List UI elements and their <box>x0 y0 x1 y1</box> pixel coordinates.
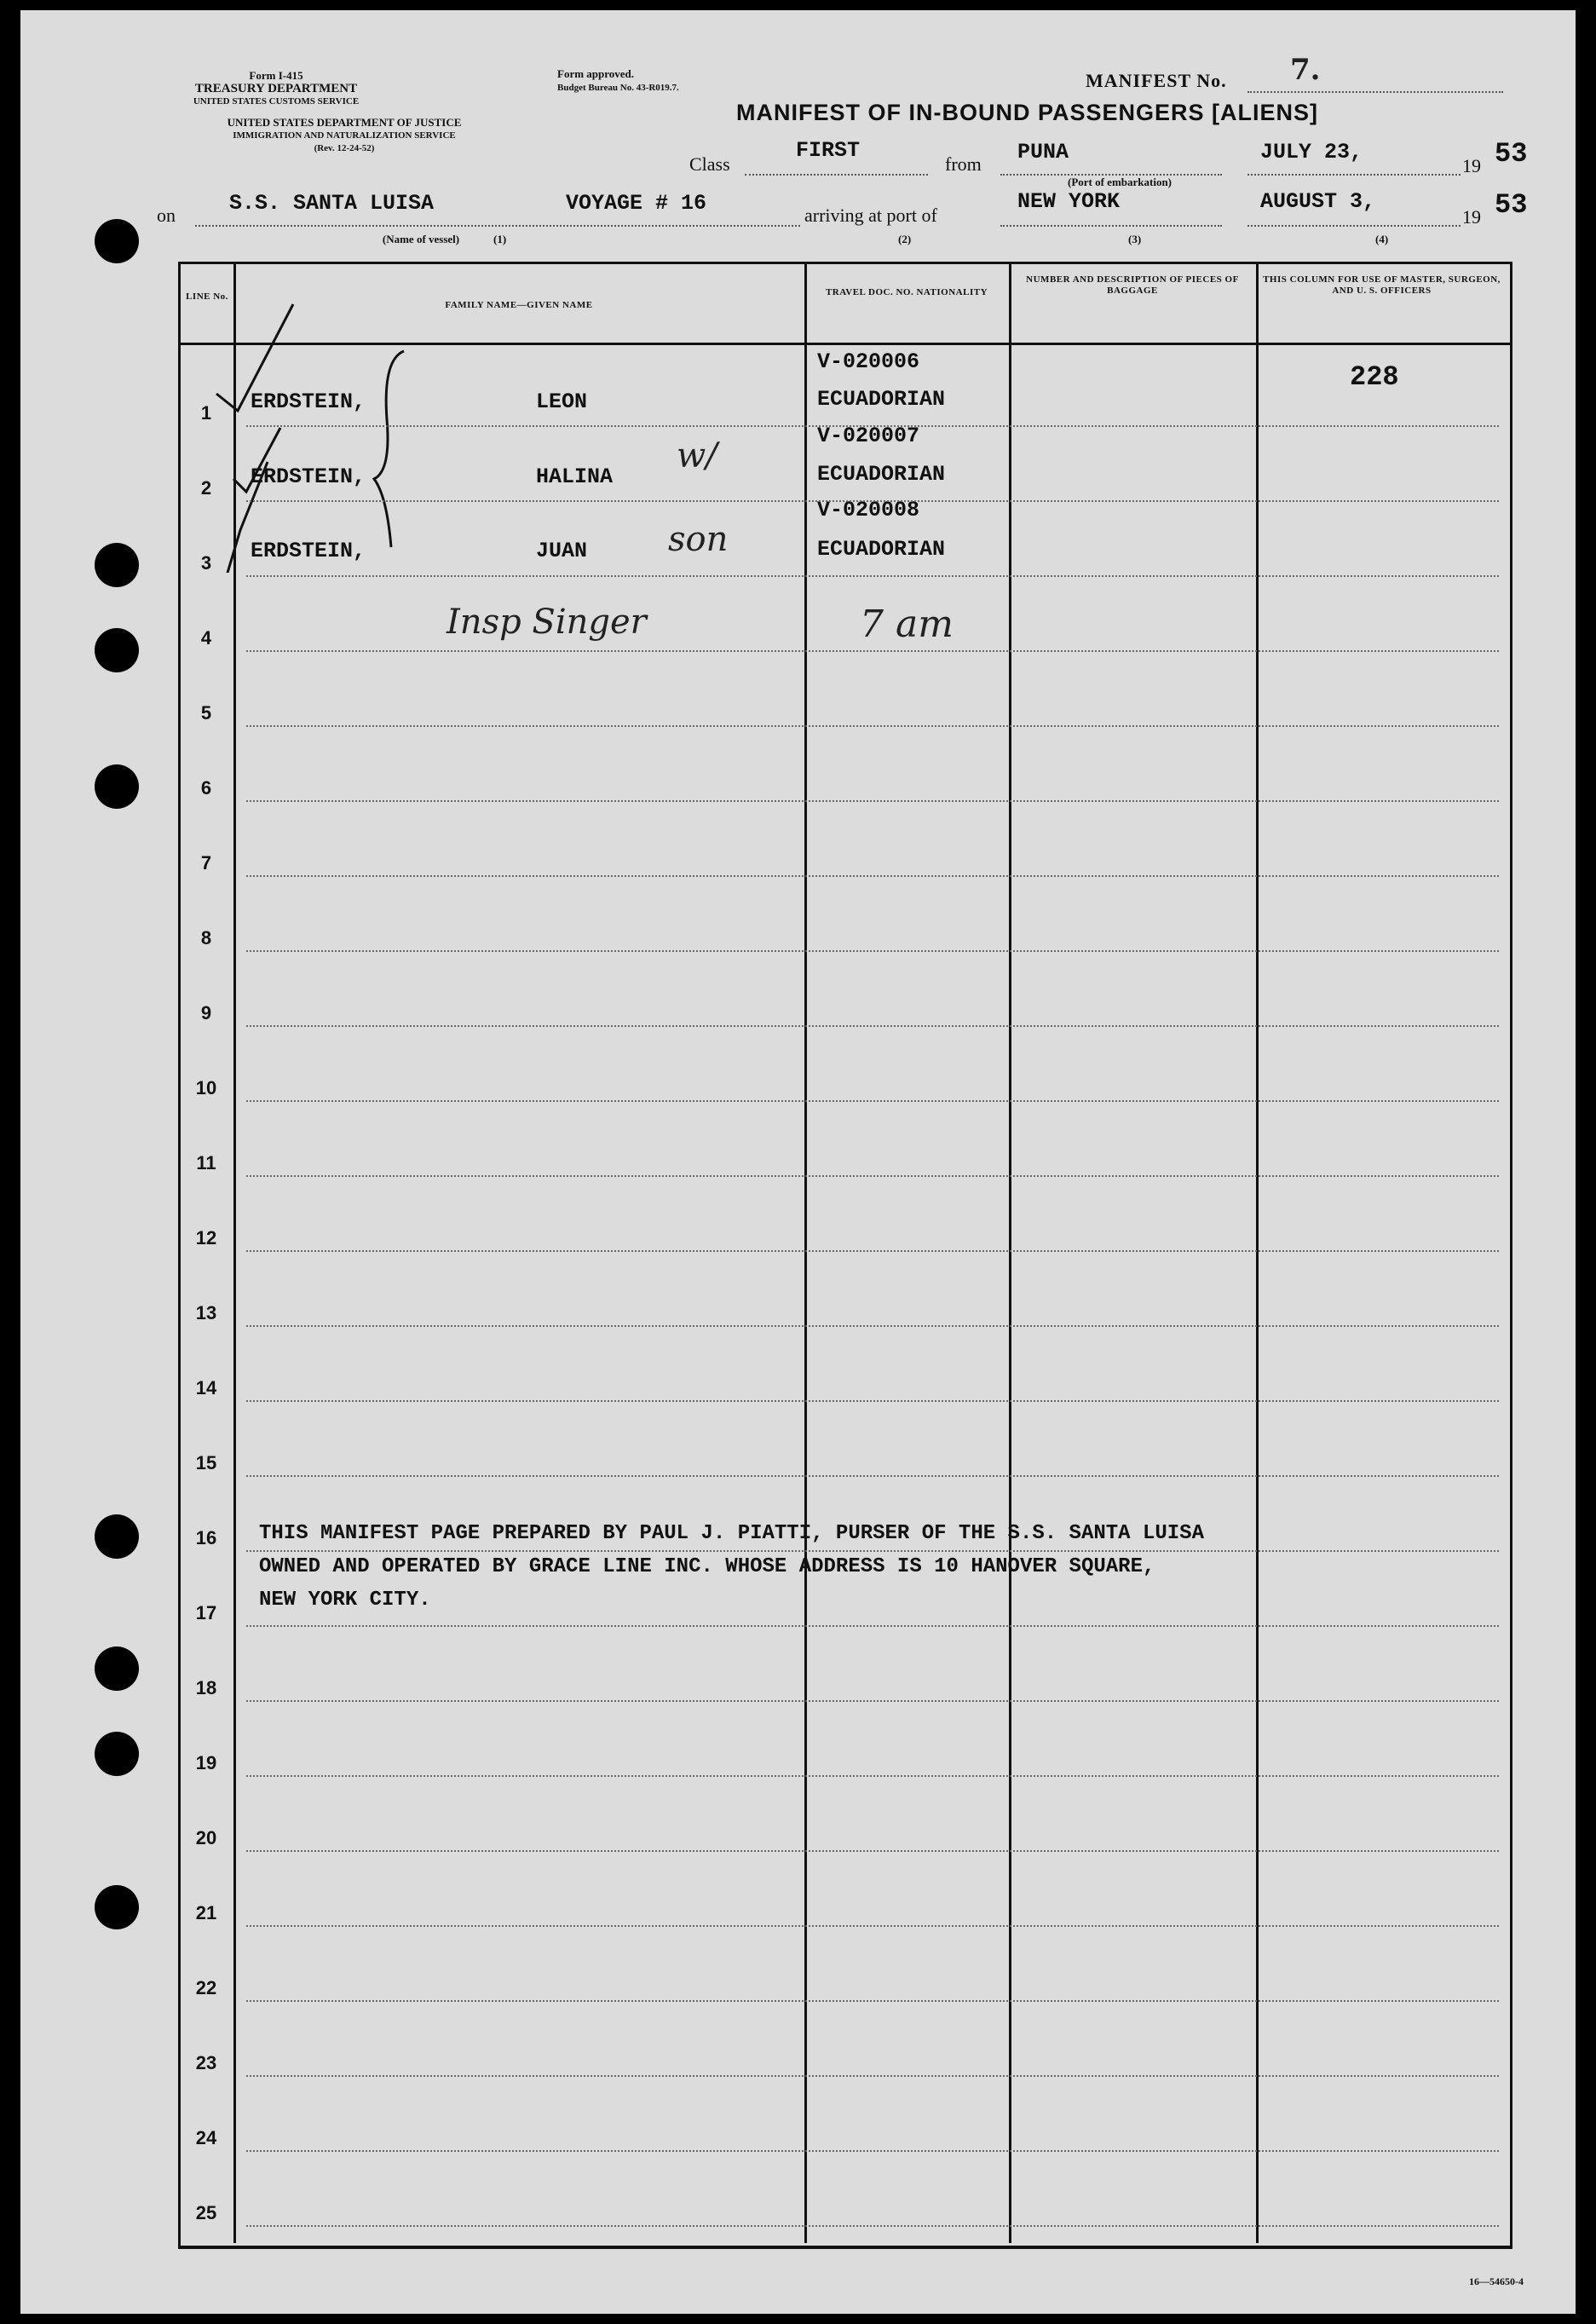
officer-number: 228 <box>1350 361 1399 393</box>
row-dotted-line <box>246 1850 1499 1852</box>
from-value: PUNA <box>1017 140 1069 164</box>
arriving-label: arriving at port of <box>804 205 937 226</box>
revision: (Rev. 12-24-52) <box>314 143 375 153</box>
preparer-note <box>259 1517 1503 1617</box>
vessel-name: S.S. SANTA LUISA <box>229 191 435 216</box>
row-dotted-line <box>246 725 1499 727</box>
col-name: FAMILY NAME—GIVEN NAME <box>445 300 593 310</box>
col-line-no: LINE No. <box>186 291 228 302</box>
row-dotted-line <box>246 1625 1499 1627</box>
row-dotted-line <box>246 1400 1499 1402</box>
col-divider <box>1256 262 1259 2243</box>
row-dotted-line <box>246 2000 1499 2002</box>
form-number: Form I-415 <box>249 69 303 82</box>
form-approved: Form approved. <box>557 67 635 80</box>
class-line <box>745 174 928 176</box>
row-dotted-line <box>246 800 1499 802</box>
arrival-date: AUGUST 3, <box>1260 189 1376 214</box>
col-officers: THIS COLUMN FOR USE OF MASTER, SURGEON, AND U. S. OFFICERS <box>1263 274 1501 296</box>
arrival-year: 53 <box>1495 189 1528 221</box>
col-ref-2: (2) <box>898 233 912 245</box>
line-number: 1 <box>200 402 212 424</box>
punch-hole <box>95 219 139 263</box>
family-name: ERDSTEIN, <box>251 539 366 563</box>
col-baggage: NUMBER AND DESCRIPTION OF PIECES OF BAGGAGE <box>1026 274 1239 296</box>
row-dotted-line <box>246 425 1499 427</box>
line-number: 3 <box>200 552 212 574</box>
agency-customs: UNITED STATES CUSTOMS SERVICE <box>193 96 360 107</box>
line-number: 24 <box>195 2127 217 2148</box>
travel-doc: V-020006 <box>817 349 920 374</box>
row-dotted-line <box>246 875 1499 877</box>
punch-hole <box>95 1646 139 1691</box>
budget-bureau: Budget Bureau No. 43-R019.7. <box>557 83 679 93</box>
line-number: 11 <box>196 1152 216 1174</box>
punch-hole <box>95 628 139 672</box>
col-travel-doc: TRAVEL DOC. NO. NATIONALITY <box>825 287 988 297</box>
line-number: 21 <box>195 1902 217 1923</box>
nationality: ECUADORIAN <box>817 537 946 562</box>
travel-doc: V-020007 <box>817 424 920 448</box>
line-number: 15 <box>195 1452 217 1473</box>
col-ref-1: (1) <box>493 233 507 245</box>
line-number: 17 <box>195 1602 217 1623</box>
row-dotted-line <box>246 1925 1499 1927</box>
punch-hole <box>95 1885 139 1929</box>
class-value: FIRST <box>796 138 861 163</box>
annotation-time: 7 am <box>860 603 954 646</box>
page-title: MANIFEST OF IN-BOUND PASSENGERS [ALIENS] <box>736 100 1319 125</box>
line-number: 4 <box>200 627 212 649</box>
col-divider <box>1009 262 1011 2243</box>
row-dotted-line <box>246 1250 1499 1252</box>
row-dotted-line <box>246 2075 1499 2077</box>
row-dotted-line <box>246 950 1499 952</box>
preparer-note-line: NEW YORK CITY. <box>259 1589 431 1612</box>
line-number: 22 <box>195 1977 217 1998</box>
row-dotted-line <box>246 1100 1499 1102</box>
line-number: 14 <box>195 1377 217 1398</box>
depart-date: JULY 23, <box>1260 140 1363 164</box>
depart-year: 53 <box>1495 138 1528 170</box>
depart-year-prefix: 19 <box>1462 155 1481 176</box>
line-number: 20 <box>195 1827 217 1848</box>
port-embarkation-caption: (Port of embarkation) <box>1067 176 1173 188</box>
agency-treasury: TREASURY DEPARTMENT <box>194 82 358 95</box>
col-divider <box>804 262 807 2243</box>
line-number: 16 <box>195 1527 217 1548</box>
arrival-date-line <box>1247 225 1461 227</box>
given-name: HALINA <box>536 464 614 489</box>
line-number: 6 <box>200 777 212 799</box>
line-number: 18 <box>195 1677 217 1698</box>
row-dotted-line <box>246 650 1499 652</box>
row-dotted-line <box>246 2225 1499 2227</box>
row-dotted-line <box>246 1700 1499 1702</box>
row-dotted-line <box>246 1475 1499 1477</box>
vessel-line <box>195 225 800 227</box>
row-dotted-line <box>246 1325 1499 1327</box>
row-dotted-line <box>246 1550 1499 1552</box>
manifest-page <box>20 10 1576 2314</box>
punch-hole <box>95 543 139 587</box>
preparer-note-line: THIS MANIFEST PAGE PREPARED BY PAUL J. PIATTI, PURSER OF THE S.S. SANTA LUISA <box>259 1522 1204 1545</box>
class-label: Class <box>689 153 730 175</box>
on-label: on <box>157 205 176 226</box>
family-name: ERDSTEIN, <box>251 389 366 414</box>
line-number: 2 <box>200 477 212 499</box>
travel-doc: V-020008 <box>817 498 920 522</box>
line-number: 10 <box>195 1077 217 1099</box>
line-number: 13 <box>195 1302 217 1323</box>
punch-hole <box>95 1732 139 1776</box>
manifest-no-value: 7. <box>1290 53 1321 87</box>
family-name: ERDSTEIN, <box>251 464 366 489</box>
line-number: 9 <box>200 1002 212 1024</box>
punch-hole <box>95 764 139 809</box>
nationality: ECUADORIAN <box>817 387 946 412</box>
line-number: 25 <box>195 2202 217 2223</box>
given-name: JUAN <box>536 539 588 563</box>
line-number: 19 <box>195 1752 217 1773</box>
line-number: 5 <box>200 702 212 724</box>
row-dotted-line <box>246 575 1499 577</box>
port-line <box>1000 225 1222 227</box>
row-dotted-line <box>246 500 1499 502</box>
nationality: ECUADORIAN <box>817 462 946 487</box>
line-number: 8 <box>200 927 212 949</box>
preparer-note-line: OWNED AND OPERATED BY GRACE LINE INC. WHOSE ADDRESS IS 10 HANOVER SQUARE, <box>259 1555 1155 1578</box>
col-ref-4: (4) <box>1375 233 1389 245</box>
print-code: 16—54650-4 <box>1469 2275 1524 2287</box>
date-line <box>1247 174 1461 176</box>
col-ref-3: (3) <box>1128 233 1142 245</box>
row-dotted-line <box>246 1025 1499 1027</box>
line-number: 23 <box>195 2052 217 2073</box>
given-name: LEON <box>536 389 588 414</box>
arrival-year-prefix: 19 <box>1462 206 1481 228</box>
manifest-no-label: MANIFEST No. <box>1086 70 1227 91</box>
manifest-no-line <box>1247 91 1503 93</box>
row-dotted-line <box>246 1175 1499 1177</box>
vessel-caption: (Name of vessel) <box>382 233 460 245</box>
agency-ins: IMMIGRATION AND NATURALIZATION SERVICE <box>233 130 456 141</box>
punch-hole <box>95 1514 139 1559</box>
check-marks <box>199 300 625 573</box>
annotation-inspector: Insp Singer <box>447 603 647 642</box>
arrival-port: NEW YORK <box>1017 189 1121 214</box>
from-label: from <box>945 153 982 175</box>
line-number: 7 <box>200 852 212 874</box>
annotation-wife: w/ <box>677 436 717 476</box>
voyage: VOYAGE # 16 <box>566 191 707 216</box>
row-dotted-line <box>246 2150 1499 2152</box>
agency-justice: UNITED STATES DEPARTMENT OF JUSTICE <box>227 116 462 129</box>
line-number: 12 <box>195 1227 217 1249</box>
row-dotted-line <box>246 1775 1499 1777</box>
annotation-son: son <box>668 520 729 559</box>
